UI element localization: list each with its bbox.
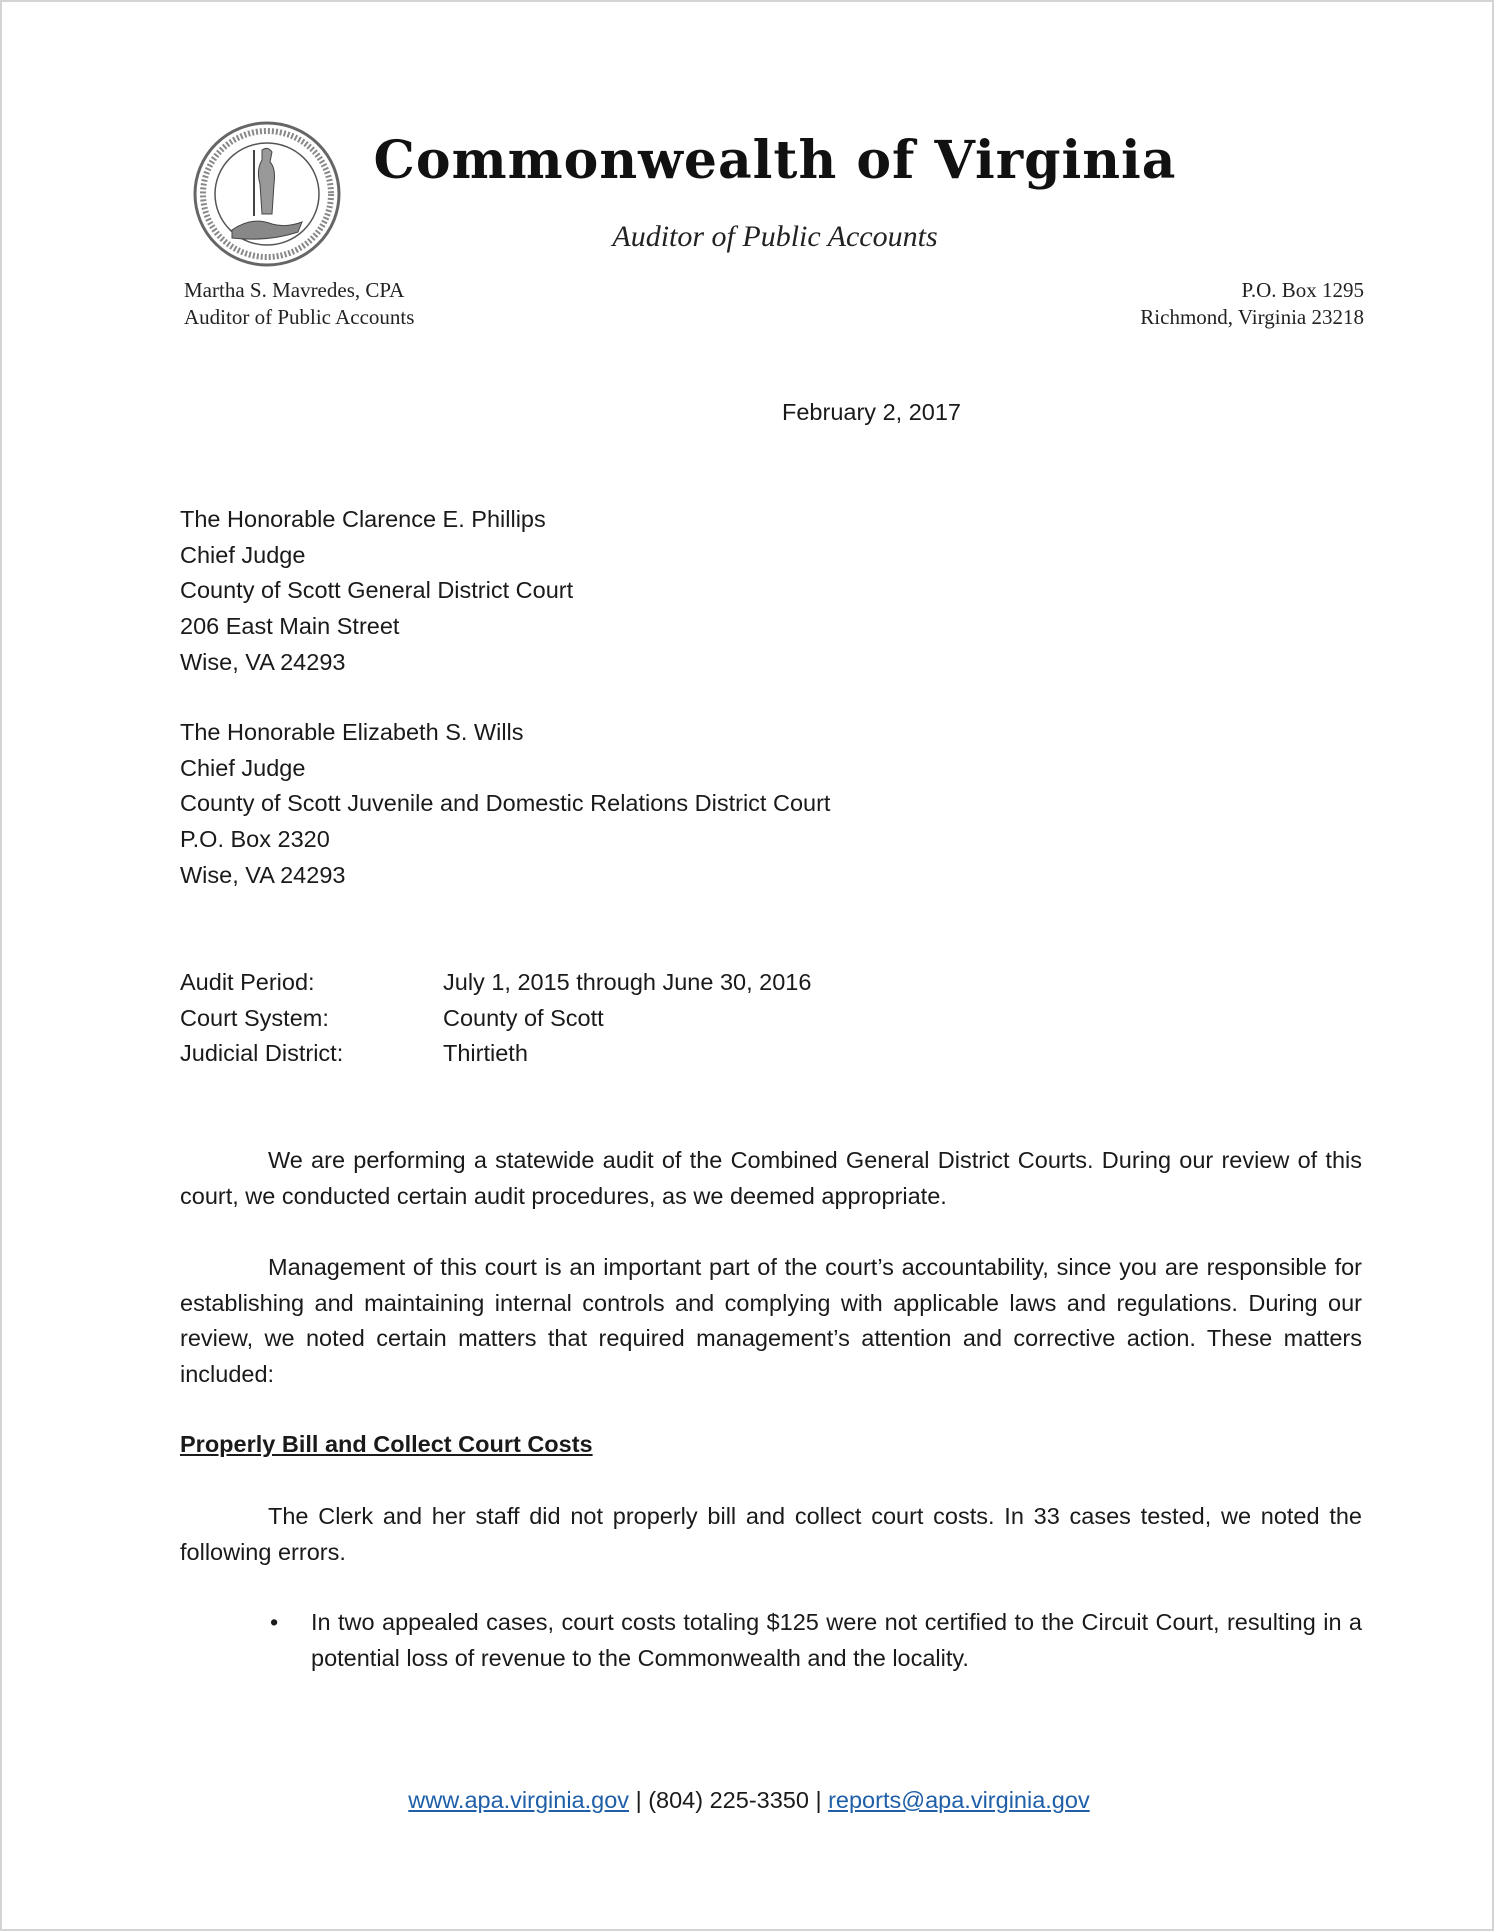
- website-link[interactable]: www.apa.virginia.gov: [408, 1787, 630, 1813]
- footer-separator: |: [635, 1787, 642, 1813]
- audit-info-value: July 1, 2015 through June 30, 2016: [443, 969, 812, 995]
- city-state-zip: Richmond, Virginia 23218: [1140, 305, 1364, 329]
- auditor-name-block: [184, 277, 414, 331]
- office-address-block: [1140, 277, 1364, 331]
- audit-info-label: Judicial District:: [180, 1040, 344, 1067]
- bullet-item: [270, 1605, 1362, 1676]
- bullet-text: In two appealed cases, court costs totaling $125 were not certified to the Circuit Court, resulting in a potential loss of revenue to the Commonwealth and the locality.: [311, 1609, 1362, 1671]
- paragraph-text: We are performing a statewide audit of the Combined General District Courts. During our review of this court, we conducted certain audit procedures, as we deemed appropriate.: [180, 1147, 1362, 1209]
- recipient-line: Wise, VA 24293: [180, 861, 346, 888]
- paragraph-1: [180, 1143, 1362, 1214]
- auditor-title: Auditor of Public Accounts: [184, 305, 415, 329]
- recipient-address-1: [180, 502, 1362, 681]
- letter-date: February 2, 2017: [782, 399, 961, 425]
- footer-phone: (804) 225-3350: [648, 1787, 809, 1813]
- email-link[interactable]: reports@apa.virginia.gov: [828, 1787, 1090, 1813]
- letterhead-subtitle: Auditor of Public Accounts: [612, 220, 938, 253]
- letterhead-title: Commonwealth of Virginia: [373, 130, 1177, 191]
- recipient-line: 206 East Main Street: [180, 613, 400, 640]
- recipient-line: County of Scott Juvenile and Domestic Relations District Court: [180, 790, 831, 817]
- recipient-line: Chief Judge: [180, 541, 306, 568]
- footer: [2, 1783, 1494, 1819]
- audit-info-label: Court System:: [180, 1004, 329, 1031]
- footer-separator: |: [815, 1787, 822, 1813]
- audit-info-row: [180, 1036, 1362, 1072]
- audit-info-row: [180, 965, 1362, 1001]
- po-box: P.O. Box 1295: [1241, 278, 1364, 302]
- audit-info-row: [180, 1001, 1362, 1037]
- audit-info: [180, 965, 1362, 1072]
- recipient-address-2: [180, 715, 1362, 894]
- recipient-line: The Honorable Clarence E. Phillips: [180, 506, 546, 532]
- auditor-name: Martha S. Mavredes, CPA: [184, 278, 405, 302]
- paragraph-text: Management of this court is an important part of the court’s accountability, since you are responsible for establishing and maintaining internal controls and complying with applicable laws and regulations. During our review, we noted certain matters that required management’s attention and corrective action. These matters included:: [180, 1254, 1362, 1388]
- recipient-line: County of Scott General District Court: [180, 577, 574, 604]
- audit-info-value: Thirtieth: [443, 1040, 528, 1067]
- section-paragraph: [180, 1499, 1362, 1570]
- paragraph-2: [180, 1250, 1362, 1393]
- recipient-line: The Honorable Elizabeth S. Wills: [180, 719, 524, 745]
- recipient-line: P.O. Box 2320: [180, 826, 330, 853]
- audit-info-value: County of Scott: [443, 1004, 604, 1031]
- bullet-icon: •: [270, 1609, 279, 1635]
- paragraph-text: The Clerk and her staff did not properly bill and collect court costs. In 33 cases tested, we noted the following errors.: [180, 1503, 1362, 1565]
- recipient-line: Wise, VA 24293: [180, 648, 346, 675]
- audit-info-label: Audit Period:: [180, 969, 315, 995]
- section-heading: Properly Bill and Collect Court Costs: [180, 1431, 593, 1457]
- recipient-line: Chief Judge: [180, 754, 306, 781]
